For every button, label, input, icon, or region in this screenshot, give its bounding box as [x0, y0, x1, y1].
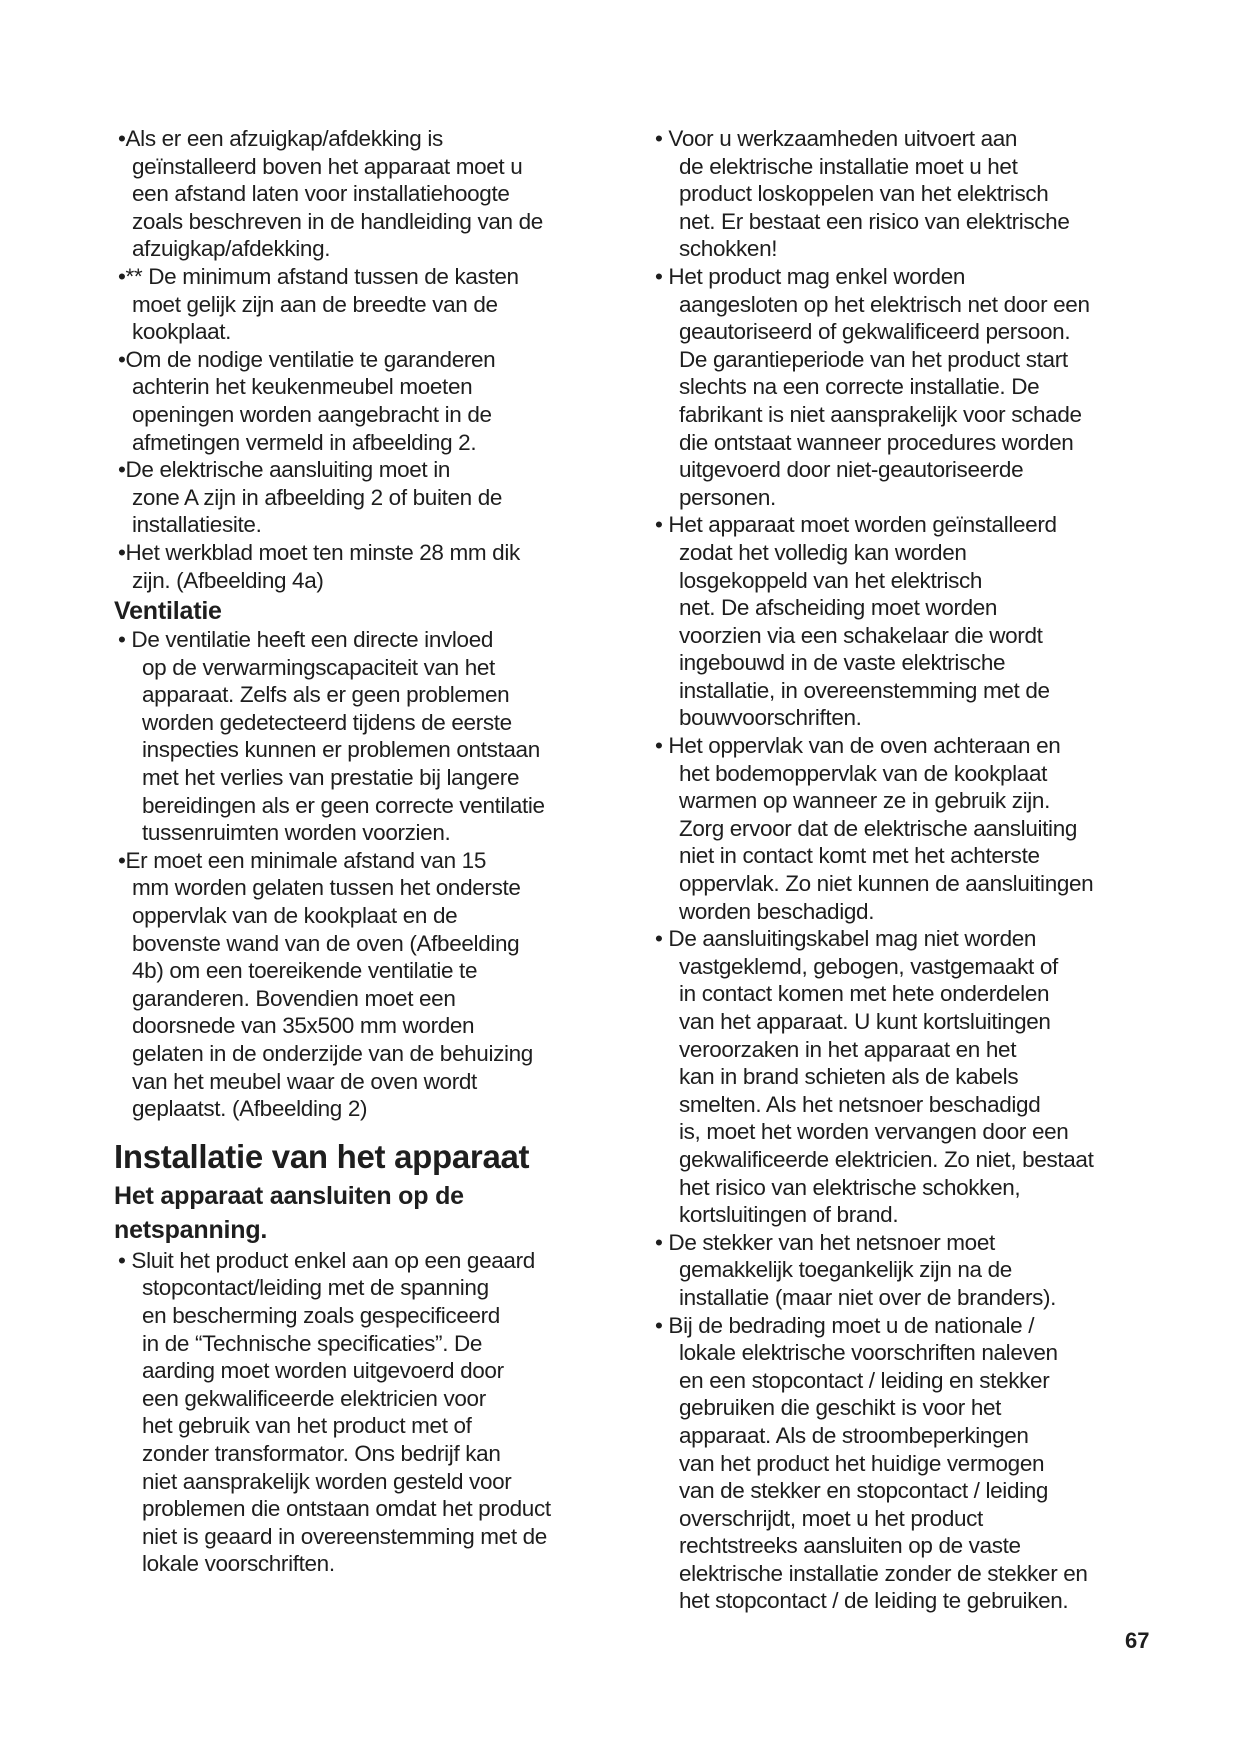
list-item: • De ventilatie heeft een directe invloed op de verwarmingscapaciteit van het apparaat. Zelfs als er geen problemen worden gedetecteerd tijdens de eerste inspecties kunnen er problemen ontstaan met het verlies van prestatie bij langere bereidingen als er geen correcte ventilatie tussenruimten worden voorzien. — [118, 627, 545, 846]
list-item: •Als er een afzuigkap/afdekking is geïnstalleerd boven het apparaat moet u een afstand laten voor installatiehoogte zoals beschreven in de handleiding van de afzuigkap/afdekking. — [118, 126, 543, 262]
list-item: • Het apparaat moet worden geïnstalleerd zodat het volledig kan worden losgekoppeld van het elektrisch net. De afscheiding moet worden voorzien via een schakelaar die wordt ingebouwd in de vaste elektrische installatie, in overeenstemming met de bouwvoorschriften. — [655, 512, 1057, 731]
list-item: • Het product mag enkel worden aangesloten op het elektrisch net door een geautoriseerd of gekwalificeerd persoon. De garantieperiode van het product start slechts na een correcte installatie. De fabrikant is niet aansprakelijk voor schade die ontstaat wanneer procedures worden uitgevoerd door niet-geautoriseerde personen. — [655, 263, 1090, 510]
right-column — [655, 125, 1135, 1615]
aansluiten-heading: Het apparaat aansluiten op de netspanning. — [114, 1181, 464, 1244]
list-item: • De aansluitingskabel mag niet worden vastgeklemd, gebogen, vastgemaakt of in contact komen met hete onderdelen van het apparaat. U kunt kortsluitingen veroorzaken in het apparaat en het kan in brand schieten als de kabels smelten. Als het netsnoer beschadigd is, moet het worden vervangen door een gekwalificeerde elektricien. Zo niet, bestaat het risico van elektrische schokken, kortsluitingen of brand. — [655, 926, 1094, 1228]
list-item: •Er moet een minimale afstand van 15 mm worden gelaten tussen het onderste oppervlak van de kookplaat en de bovenste wand van de oven (Afbeelding 4b) om een toereikende ventilatie te garanderen. Bovendien moet een doorsnede van 35x500 mm worden gelaten in de onderzijde van de behuizing van het meubel waar de oven wordt geplaatst. (Afbeelding 2) — [118, 847, 533, 1122]
list-item: • Het oppervlak van de oven achteraan en het bodemoppervlak van de kookplaat warmen op wanneer ze in gebruik zijn. Zorg ervoor dat de elektrische aansluiting niet in contact komt met het achterste oppervlak. Zo niet kunnen de aansluitingen worden beschadigd. — [655, 733, 1094, 924]
installatie-heading: Installatie van het apparaat — [114, 1137, 530, 1175]
left-column — [114, 125, 623, 1578]
list-item: •Het werkblad moet ten minste 28 mm dik zijn. (Afbeelding 4a) — [118, 539, 520, 593]
list-item: •Om de nodige ventilatie te garanderen achterin het keukenmeubel moeten openingen worden aangebracht in de afmetingen vermeld in afbeelding 2. — [118, 346, 496, 455]
list-item: •** De minimum afstand tussen de kasten moet gelijk zijn aan de breedte van de kookplaat. — [118, 263, 519, 345]
list-item: • Bij de bedrading moet u de nationale / lokale elektrische voorschriften naleven en een stopcontact / leiding en stekker gebruiken die geschikt is voor het apparaat. Als de stroombeperkingen van het product het huidige vermogen van de stekker en stopcontact / leiding overschrijdt, moet u het product rechtstreeks aansluiten op de vaste elektrische installatie zonder de stekker en het stopcontact / de leiding te gebruiken. — [655, 1312, 1088, 1614]
list-item: •De elektrische aansluiting moet in zone A zijn in afbeelding 2 of buiten de installatiesite. — [118, 457, 503, 538]
list-item: • De stekker van het netsnoer moet gemakkelijk toegankelijk zijn na de installatie (maar niet over de branders). — [655, 1229, 1057, 1310]
ventilatie-heading: Ventilatie — [114, 597, 222, 626]
list-item: • Sluit het product enkel aan op een geaard stopcontact/leiding met de spanning en bescherming zoals gespecificeerd in de “Technische specificaties”. De aarding moet worden uitgevoerd door een gekwalificeerde elektricien voor het gebruik van het product met of zonder transformator. Ons bedrijf kan niet aansprakelijk worden gesteld voor problemen die ontstaan omdat het product niet is geaard in overeenstemming met de lokale voorschriften. — [118, 1247, 551, 1577]
list-item: • Voor u werkzaamheden uitvoert aan de elektrische installatie moet u het product loskoppelen van het elektrisch net. Er bestaat een risico van elektrische schokken! — [655, 126, 1070, 262]
page-number: 67 — [1125, 1628, 1150, 1653]
